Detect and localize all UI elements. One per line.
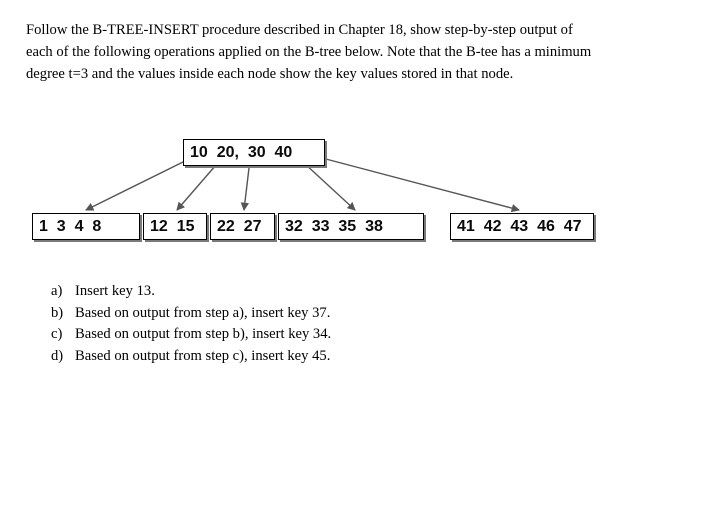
leaf-node-5: 41 42 43 46 47 [450,213,594,240]
question-c-marker: c) [51,326,63,342]
question-list [51,281,331,367]
question-a [51,281,331,303]
question-c [51,324,331,346]
question-d-marker: d) [51,347,64,364]
edge-root-to-leaf-5 [322,158,519,210]
edge-root-to-leaf-4 [304,163,355,210]
question-d-text: Based on output from step c), insert key 45. [75,347,331,364]
edge-root-to-leaf-2 [177,165,216,210]
question-c-text: Based on output from step b), insert key 34. [75,326,332,342]
leaf-node-1: 1 3 4 8 [32,213,140,240]
question-a-marker: a) [51,283,63,299]
leaf-node-2: 12 15 [143,213,207,240]
question-a-text: Insert key 13. [75,283,155,299]
edge-root-to-leaf-3 [244,168,249,210]
edge-root-to-leaf-1 [86,162,183,210]
question-b-marker: b) [51,304,64,321]
root-node: 10 20, 30 40 [183,139,325,166]
question-b-text: Based on output from step a), insert key 37. [75,304,331,321]
question-b [51,303,331,325]
intro-line-3: degree t=3 and the values inside each node show the key values stored in that node. [26,66,514,82]
intro-line-1: Follow the B-TREE-INSERT procedure described in Chapter 18, show step-by-step output of [26,22,573,38]
question-d [51,346,331,368]
leaf-node-4: 32 33 35 38 [278,213,424,240]
intro-line-2: each of the following operations applied on the B-tree below. Note that the B-tee has a minimum [26,44,592,60]
leaf-node-3: 22 27 [210,213,275,240]
